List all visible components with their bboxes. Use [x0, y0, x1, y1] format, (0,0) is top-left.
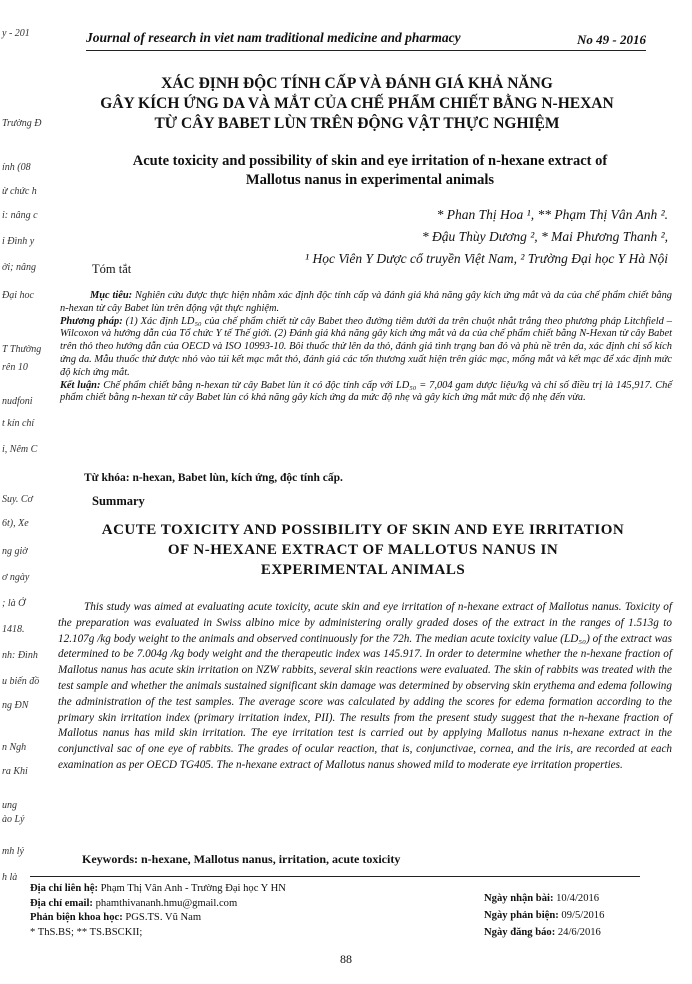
- email-line: Địa chỉ email: phamthivananh.hmu@gmail.com: [30, 897, 238, 909]
- author-block: [305, 204, 668, 270]
- strip-fragment: i Đình y: [2, 236, 35, 247]
- strip-fragment: h là: [2, 872, 18, 883]
- author-line: * Đậu Thùy Dương ², * Mai Phương Thanh ²,: [421, 229, 668, 244]
- strip-fragment: t kín chí: [2, 418, 35, 429]
- contact-line: Địa chỉ liên hệ: Phạm Thị Vân Anh - Trường Đại học Y HN: [30, 883, 286, 894]
- objective-label: Mục tiêu:: [90, 290, 133, 301]
- strip-fragment: i: nâng c: [2, 210, 38, 221]
- title-en-line: Mallotus nanus in experimental animals: [245, 172, 495, 188]
- header-rule: [86, 50, 646, 51]
- objective-text: Nghiên cứu được thực hiện nhằm xác định độc tính cấp và đánh giá khả năng gây kích ứng mắt và da của chế phẩm chiết bằng n-hexan từ cây Babet lùn trên động vật thực nghiệm.: [60, 290, 672, 314]
- abstract-heading-vi: Tóm tắt: [92, 262, 132, 276]
- reviewed-date: Ngày phản biện: 09/5/2016: [484, 910, 605, 921]
- title-vi-line: XÁC ĐỊNH ĐỘC TÍNH CẤP VÀ ĐÁNH GIÁ KHẢ NĂNG: [161, 75, 553, 92]
- keywords-english: Keywords: n-hexane, Mallotus nanus, irritation, acute toxicity: [82, 852, 401, 866]
- summary-heading: Summary: [92, 494, 145, 508]
- running-header: [86, 28, 646, 58]
- keywords-vietnamese: Từ khóa: n-hexan, Babet lùn, kích ứng, độc tính cấp.: [84, 472, 343, 484]
- affiliation-line: ¹ Học Viên Y Dược cổ truyền Việt Nam, ² Trường Đại học Y Hà Nội: [305, 251, 668, 266]
- strip-fragment: ơ ngày: [2, 572, 30, 583]
- conclusion-label: Kết luận:: [60, 379, 101, 391]
- strip-fragment: Suy. Cơ: [2, 494, 33, 505]
- abstract-objective: [60, 290, 672, 316]
- strip-fragment: ính (08: [2, 162, 31, 173]
- strip-fragment: ời; nâng: [2, 262, 36, 273]
- strip-fragment: ; là Ở: [2, 598, 26, 609]
- summary-title-line: EXPERIMENTAL ANIMALS: [260, 562, 466, 578]
- footer-dates: [484, 890, 604, 941]
- received-date: Ngày nhận bài: 10/4/2016: [484, 893, 600, 904]
- method-text: (1) Xác định LD₅₀ của chế phẩm chiết từ cây Babet theo đường tiêm dưới da trên chuột nhắt trắng theo phương pháp Litchfield – Wilcoxon và hướng dẫn của Tổ chức Y tế Thế giới. (2) Đánh giá khả năng gây kích ứng mắt và da của chế phẩm chiết bằng N-Hexan từ cây Babet trên thỏ theo hướng dẫn của OECD và ISO 10993-10. Bôi thuốc thử lên da thỏ, đánh giá tình trạng ban đỏ và phù nề trên da, xác định chỉ số kích ứng da. Mẫu thuốc thử được nhỏ vào túi kết mạc mắt thỏ, đánh giá các tổn thương xuất hiện trên giác mạc, mống mắt và kết mạc để xác định mức độ kích ứng mắt.: [60, 315, 672, 378]
- adjacent-page-strip: [0, 0, 42, 984]
- issue-number: No 49 - 2016: [577, 32, 646, 47]
- summary-paragraph: This study was aimed at evaluating acute toxicity, acute skin and eye irritation of n-hexane extract of Mallotus nanus. Toxicity of the preparation was evaluated in Swiss albino mice by administering orally graded doses of the extract in the ranges of 1.513g to 12.107g /kg body weight to the animals and observed continuously for the 72h. The median acute toxicity value (LD₅₀) of the extract was determined to be 7.004g /kg body weight and the therapeutic index was 145.917. In order to determine whether the n-hexane fraction of Mallotus nanus has acute skin irritation on NZW rabbits, several skin reactions were evaluated. The skin of rabbits was treated with the test sample and whether the animals sustained significant skin damage was determined by observing skin erythema and edema following the administration of the test samples. The average score was calculated by adding the scores for edema formation according to the primary skin irritation index (primary irritation index, PII). The results from the present study suggest that the n-hexane fraction of Mallotus nanus has mild skin irritation. The eye irritation test is carried out by applying Mallotus nanus n-hexane extract in the conjunctival sac of one eye of rabbits. The grades of ocular reaction, that is, conjunctivae, cornea, and the iris, are recorded at each examination as per OECD TG405. The n-hexane extract of Mallotus nanus showed mild to moderate eye irritation properties.: [58, 601, 672, 771]
- strip-fragment: y - 201: [2, 28, 30, 39]
- strip-fragment: mh lý: [2, 846, 24, 857]
- summary-body: [58, 600, 672, 774]
- strip-fragment: ừ chức h: [2, 186, 37, 197]
- strip-fragment: nh: Đình: [2, 650, 38, 661]
- title-english: [80, 152, 660, 190]
- author-line: * Phan Thị Hoa ¹, ** Phạm Thị Vân Anh ².: [436, 207, 668, 222]
- strip-fragment: ào Lý: [2, 814, 25, 825]
- abstract-method: [60, 316, 672, 380]
- title-vi-line: TỪ CÂY BABET LÙN TRÊN ĐỘNG VẬT THỰC NGHIỆM: [154, 115, 560, 132]
- footer-rule: [30, 876, 640, 877]
- summary-title: [68, 520, 658, 580]
- page-number: 88: [340, 952, 352, 966]
- title-vi-line: GÂY KÍCH ỨNG DA VÀ MẮT CỦA CHẾ PHẨM CHIẾT BẰNG N-HEXAN: [100, 95, 614, 112]
- title-en-line: Acute toxicity and possibility of skin and eye irritation of n-hexane extract of: [132, 153, 608, 169]
- strip-fragment: ung: [2, 800, 17, 811]
- strip-fragment: ng giờ: [2, 546, 28, 557]
- strip-fragment: u biến đồ: [2, 676, 40, 687]
- email-link[interactable]: phamthivananh.hmu@gmail.com: [92, 897, 238, 909]
- strip-fragment: T Thường: [2, 344, 42, 355]
- strip-fragment: rên 10: [2, 362, 28, 373]
- summary-title-line: ACUTE TOXICITY AND POSSIBILITY OF SKIN AND EYE IRRITATION: [101, 522, 625, 538]
- strip-fragment: i, Nêm C: [2, 444, 38, 455]
- published-date: Ngày đăng báo: 24/6/2016: [484, 927, 601, 938]
- abstract-conclusion: [60, 380, 672, 406]
- reviewer-line: Phản biện khoa học: PGS.TS. Vũ Nam: [30, 912, 202, 923]
- abstract-vietnamese: [60, 290, 672, 405]
- strip-fragment: ra Khi: [2, 766, 28, 777]
- title-vietnamese: [72, 74, 642, 134]
- strip-fragment: nudfoni: [2, 396, 33, 407]
- journal-name: Journal of research in viet nam traditional medicine and pharmacy: [86, 30, 461, 45]
- conclusion-text: Chế phẩm chiết bằng n-hexan từ cây Babet lùn ít có độc tính cấp với LD₅₀ = 7,004 gam dược liệu/kg và chỉ số điều trị là 145,917. Chế phẩm chiết bằng n-hexan từ cây Babet lùn có khả năng gây kích ứng da mức độ nhẹ và gây kích ứng mắt mức độ nhẹ đến vừa.: [60, 379, 672, 404]
- strip-fragment: Đại hoc: [2, 290, 34, 301]
- summary-title-line: OF N-HEXANE EXTRACT OF MALLOTUS NANUS IN: [167, 542, 559, 558]
- strip-fragment: 6t), Xe: [2, 518, 29, 529]
- strip-fragment: ng ĐN: [2, 700, 29, 711]
- footer-contact: [30, 882, 286, 940]
- strip-fragment: n Ngh: [2, 742, 27, 753]
- degrees-line: * ThS.BS; ** TS.BSCKII;: [30, 926, 143, 938]
- method-label: Phương pháp:: [60, 315, 123, 327]
- strip-fragment: 1418.: [2, 624, 25, 635]
- strip-fragment: Trường Đ: [2, 118, 42, 129]
